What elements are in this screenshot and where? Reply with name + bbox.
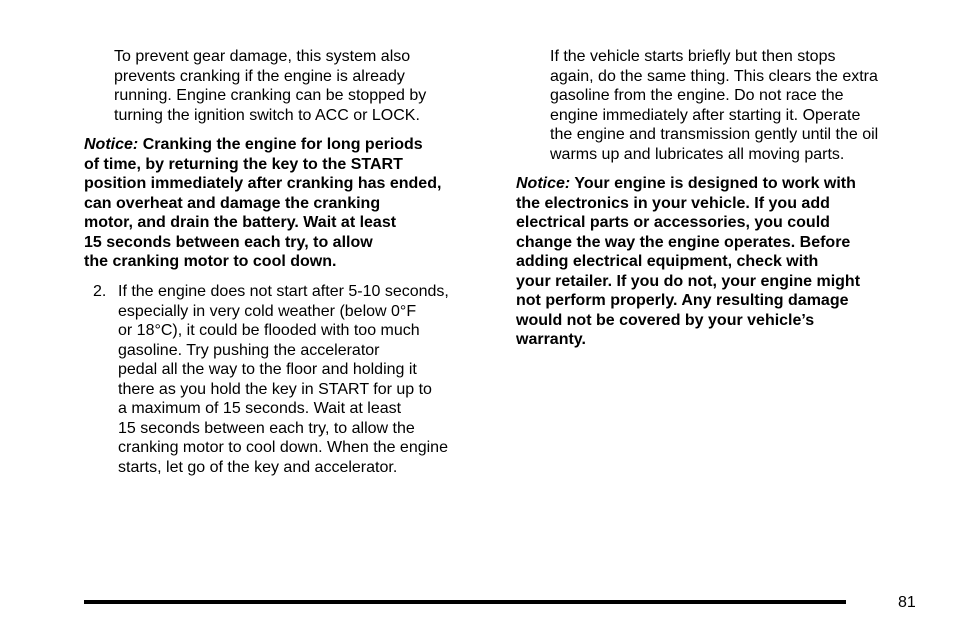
right-paragraph: If the vehicle starts briefly but then stops again, do the same thing. This clears the extra gasoline from the engine. Do not race the engine immediately after starting it. Operate the engine and transmission gently until the oil warms up and lubricates all moving parts.: [550, 48, 879, 163]
list-item-text: If the engine does not start after 5-10 seconds, especially in very cold weather (below 0°F or 18°C), it could be flooded with too much gasoline. Try pushing the accelerator pedal all the way to the floor and holding it there as you hold the key in START for up to a maximum of 15 seconds. Wait at least 15 seconds between each try, to allow the cranking motor to cool down. When the engine starts, let go of the key and accelerator.: [118, 283, 449, 476]
list-item-number: 2.: [93, 283, 107, 300]
notice-body: Cranking the engine for long periods of time, by returning the key to the START position immediately after cranking has ended, can overheat and damage the cranking motor, and drain the battery. Wait at least 15 seconds between each try, to allow the cranking motor to cool down.: [84, 136, 442, 270]
left-notice: [84, 135, 494, 272]
page-number: 81: [898, 594, 916, 611]
notice-label: Notice:: [516, 175, 571, 192]
notice-body: Your engine is designed to work with the electronics in your vehicle. If you add electrical parts or accessories, you could change the way the engine operates. Before adding electrical equipment, check with your retailer. If you do not, your engine might not perform properly. Any resulting damage would not be covered by your vehicle’s warranty.: [516, 175, 861, 348]
left-paragraph: To prevent gear damage, this system also prevents cranking if the engine is already running. Engine cranking can be stopped by turning the ignition switch to ACC or LOCK.: [114, 48, 427, 124]
footer-rule: [84, 600, 846, 604]
right-notice: [516, 174, 926, 350]
notice-label: Notice:: [84, 136, 139, 153]
